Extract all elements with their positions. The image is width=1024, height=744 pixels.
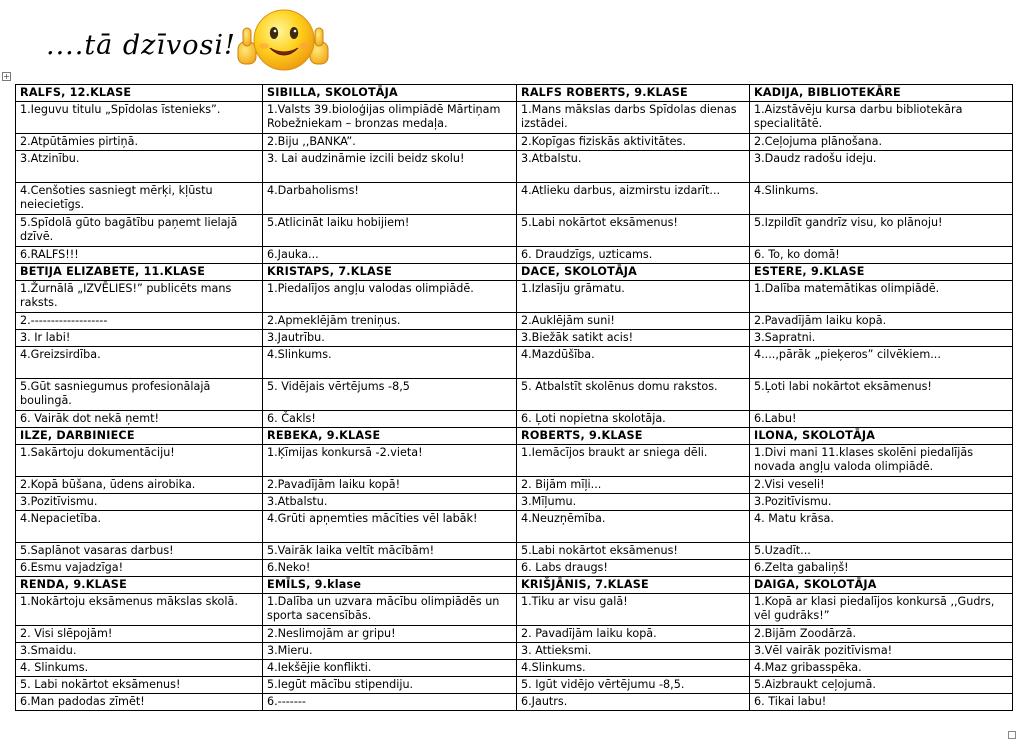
- answer-cell: 4.Slinkums.: [263, 347, 517, 379]
- answer-cell: 5.Saplānot vasaras darbus!: [16, 543, 263, 560]
- answer-cell: 3.Atbalstu.: [517, 151, 750, 183]
- answer-cell: 5. Labi nokārtot eksāmenus!: [16, 677, 263, 694]
- thumbs-up-smiley-icon: [234, 4, 334, 76]
- answer-cell: 4.Grūti apņemties mācīties vēl labāk!: [263, 511, 517, 543]
- answer-cell: 5.Spīdolā gūto bagātību paņemt lielajā dzīvē.: [16, 215, 263, 247]
- person-name-cell: DAIGA, SKOLOTĀJA: [750, 577, 1013, 594]
- answer-row: [16, 281, 1013, 313]
- answer-cell: 3.Pozitīvismu.: [750, 494, 1013, 511]
- answer-cell: 1.Izlasīju grāmatu.: [517, 281, 750, 313]
- answer-row: [16, 313, 1013, 330]
- answer-cell: 2.Pavadījām laiku kopā.: [750, 313, 1013, 330]
- answer-cell: 6.Man padodas zīmēt!: [16, 694, 263, 711]
- answer-cell: 3.Atzinību.: [16, 151, 263, 183]
- person-name-cell: KADIJA, BIBLIOTEKĀRE: [750, 85, 1013, 102]
- answer-cell: 3.Vēl vairāk pozitīvisma!: [750, 643, 1013, 660]
- answer-row: [16, 102, 1013, 134]
- answer-cell: 4.Nepacietība.: [16, 511, 263, 543]
- answer-cell: 3. Attieksmi.: [517, 643, 750, 660]
- answer-cell: 2. Pavadījām laiku kopā.: [517, 626, 750, 643]
- answer-row: [16, 560, 1013, 577]
- answer-cell: 4.Slinkums.: [517, 660, 750, 677]
- answer-cell: 4.Atlieku darbus, aizmirstu izdarīt...: [517, 183, 750, 215]
- answer-cell: 6. Vairāk dot nekā ņemt!: [16, 411, 263, 428]
- answer-cell: 5.Iegūt mācību stipendiju.: [263, 677, 517, 694]
- answer-cell: 2.Pavadījām laiku kopā!: [263, 477, 517, 494]
- answer-cell: 2.Biju ,,BANKA”.: [263, 134, 517, 151]
- answer-cell: 4.Slinkums.: [750, 183, 1013, 215]
- person-name-cell: ILZE, DARBINIECE: [16, 428, 263, 445]
- answer-cell: 1.Tiku ar visu galā!: [517, 594, 750, 626]
- answer-cell: 1.Piedalījos angļu valodas olimpiādē.: [263, 281, 517, 313]
- answer-cell: 4. Matu krāsa.: [750, 511, 1013, 543]
- answer-row: [16, 626, 1013, 643]
- answer-cell: 6.-------: [263, 694, 517, 711]
- answer-cell: 6.Zelta gabaliņš!: [750, 560, 1013, 577]
- answer-cell: 5. Vidējais vērtējums -8,5: [263, 379, 517, 411]
- answer-cell: 1.Dalība matemātikas olimpiādē.: [750, 281, 1013, 313]
- answer-cell: 2.Auklējām suni!: [517, 313, 750, 330]
- answer-cell: 5. Igūt vidējo vērtējumu -8,5.: [517, 677, 750, 694]
- answer-cell: 3.Jautrību.: [263, 330, 517, 347]
- person-name-cell: BETIJA ELIZABETE, 11.KLASE: [16, 264, 263, 281]
- person-name-cell: ESTERE, 9.KLASE: [750, 264, 1013, 281]
- answer-row: [16, 379, 1013, 411]
- answer-cell: 2.Visi veseli!: [750, 477, 1013, 494]
- answer-row: [16, 134, 1013, 151]
- answer-cell: 2.Kopīgas fiziskās aktivitātes.: [517, 134, 750, 151]
- answer-cell: 5.Uzadīt...: [750, 543, 1013, 560]
- answer-cell: 1.Dalība un uzvara mācību olimpiādēs un sporta sacensībās.: [263, 594, 517, 626]
- answer-cell: 3. Ir labi!: [16, 330, 263, 347]
- answer-row: [16, 477, 1013, 494]
- answer-row: [16, 151, 1013, 183]
- person-name-cell: KRIŠJĀNIS, 7.KLASE: [517, 577, 750, 594]
- answer-cell: 1.Nokārtoju eksāmenus mākslas skolā.: [16, 594, 263, 626]
- answer-cell: 3.Daudz radošu ideju.: [750, 151, 1013, 183]
- answer-cell: 1.Kopā ar klasi piedalījos konkursā ,,Gudrs, vēl gudrāks!”: [750, 594, 1013, 626]
- answer-cell: 2.Neslimojām ar gripu!: [263, 626, 517, 643]
- answer-row: [16, 643, 1013, 660]
- answer-cell: 1.Iemācījos braukt ar sniega dēli.: [517, 445, 750, 477]
- answer-cell: 2. Visi slēpojām!: [16, 626, 263, 643]
- answer-cell: 1.Valsts 39.bioloģijas olimpiādē Mārtiņam Robežniekam – bronzas medaļa.: [263, 102, 517, 134]
- answer-cell: 5.Gūt sasniegumus profesionālajā boulingā.: [16, 379, 263, 411]
- answer-row: [16, 215, 1013, 247]
- person-name-cell: RENDA, 9.KLASE: [16, 577, 263, 594]
- answer-cell: 3.Atbalstu.: [263, 494, 517, 511]
- answer-cell: 5.Labi nokārtot eksāmenus!: [517, 543, 750, 560]
- answer-cell: 1.Žurnālā „IZVĒLIES!” publicēts mans raksts.: [16, 281, 263, 313]
- person-name-cell: RALFS ROBERTS, 9.KLASE: [517, 85, 750, 102]
- answer-cell: 5.Aizbraukt ceļojumā.: [750, 677, 1013, 694]
- answer-cell: 3.Sapratni.: [750, 330, 1013, 347]
- answer-cell: 1.Mans mākslas darbs Spīdolas dienas izstādei.: [517, 102, 750, 134]
- answer-cell: 6. Tikai labu!: [750, 694, 1013, 711]
- answer-cell: 3.Smaidu.: [16, 643, 263, 660]
- answer-cell: 4.Cenšoties sasniegt mērķi, kļūstu neiecietīgs.: [16, 183, 263, 215]
- answer-cell: 3. Lai audzināmie izcili beidz skolu!: [263, 151, 517, 183]
- answer-cell: 6. Draudzīgs, uzticams.: [517, 247, 750, 264]
- person-name-cell: RALFS, 12.KLASE: [16, 85, 263, 102]
- answer-row: [16, 183, 1013, 215]
- person-name-cell: EMĪLS, 9.klase: [263, 577, 517, 594]
- answer-row: [16, 494, 1013, 511]
- answer-row: [16, 330, 1013, 347]
- answer-row: [16, 594, 1013, 626]
- answer-cell: 2. Bijām mīļi...: [517, 477, 750, 494]
- person-name-cell: REBEKA, 9.KLASE: [263, 428, 517, 445]
- person-header-row: [16, 428, 1013, 445]
- answer-cell: 1.Sakārtoju dokumentāciju!: [16, 445, 263, 477]
- answer-row: [16, 347, 1013, 379]
- answer-cell: 2.Ceļojuma plānošana.: [750, 134, 1013, 151]
- answer-cell: 3.Pozitīvismu.: [16, 494, 263, 511]
- answer-cell: 4.Neuzņēmība.: [517, 511, 750, 543]
- answer-cell: 6.Neko!: [263, 560, 517, 577]
- answer-row: [16, 445, 1013, 477]
- answer-cell: 3.Mieru.: [263, 643, 517, 660]
- answers-table: [15, 84, 1013, 711]
- answer-row: [16, 247, 1013, 264]
- answer-cell: 5. Atbalstīt skolēnus domu rakstos.: [517, 379, 750, 411]
- answer-cell: 6. To, ko domā!: [750, 247, 1013, 264]
- page-title: ....tā dzīvosi!: [46, 30, 236, 61]
- table-move-handle-icon[interactable]: +: [3, 72, 10, 81]
- person-name-cell: ROBERTS, 9.KLASE: [517, 428, 750, 445]
- answer-cell: 6.Jauka...: [263, 247, 517, 264]
- answer-row: [16, 694, 1013, 711]
- answer-cell: 4.Darbaholisms!: [263, 183, 517, 215]
- answer-cell: 1.Ieguvu titulu „Spīdolas īstenieks”.: [16, 102, 263, 134]
- answer-cell: 6.RALFS!!!: [16, 247, 263, 264]
- answer-cell: 6.Jautrs.: [517, 694, 750, 711]
- person-name-cell: KRISTAPS, 7.KLASE: [263, 264, 517, 281]
- answer-cell: 5.Vairāk laika veltīt mācībām!: [263, 543, 517, 560]
- answer-cell: 2.Bijām Zoodārzā.: [750, 626, 1013, 643]
- person-name-cell: DACE, SKOLOTĀJA: [517, 264, 750, 281]
- answer-cell: 4.Iekšējie konflikti.: [263, 660, 517, 677]
- answer-cell: 2.Atpūtāmies pirtiņā.: [16, 134, 263, 151]
- answer-cell: 5.Izpildīt gandrīz visu, ko plānoju!: [750, 215, 1013, 247]
- answer-row: [16, 677, 1013, 694]
- table-resize-handle-icon[interactable]: [1008, 731, 1016, 739]
- answer-row: [16, 543, 1013, 560]
- person-name-cell: ILONA, SKOLOTĀJA: [750, 428, 1013, 445]
- answer-cell: 2.-------------------: [16, 313, 263, 330]
- answer-cell: 5.Ļoti labi nokārtot eksāmenus!: [750, 379, 1013, 411]
- person-name-cell: SIBILLA, SKOLOTĀJA: [263, 85, 517, 102]
- answer-cell: 1.Divi mani 11.klases skolēni piedalījās novada angļu valoda olimpiādē.: [750, 445, 1013, 477]
- answer-cell: 1.Aizstāvēju kursa darbu bibliotekāra specialitātē.: [750, 102, 1013, 134]
- answer-cell: 5.Labi nokārtot eksāmenus!: [517, 215, 750, 247]
- answer-cell: 4. Slinkums.: [16, 660, 263, 677]
- answer-cell: 2.Kopā būšana, ūdens airobika.: [16, 477, 263, 494]
- answer-row: [16, 511, 1013, 543]
- answer-cell: 6. Čakls!: [263, 411, 517, 428]
- person-header-row: [16, 264, 1013, 281]
- answer-row: [16, 660, 1013, 677]
- answer-cell: 1.Ķīmijas konkursā -2.vieta!: [263, 445, 517, 477]
- answer-cell: 6.Labu!: [750, 411, 1013, 428]
- answer-cell: 6. Labs draugs!: [517, 560, 750, 577]
- answer-cell: 2.Apmeklējām treniņus.: [263, 313, 517, 330]
- person-header-row: [16, 577, 1013, 594]
- answer-cell: 3.Mīļumu.: [517, 494, 750, 511]
- page-header: [0, 0, 1024, 84]
- answer-cell: 6.Esmu vajadzīga!: [16, 560, 263, 577]
- answer-cell: 3.Biežāk satikt acis!: [517, 330, 750, 347]
- answer-cell: 4.Mazdūšība.: [517, 347, 750, 379]
- answer-cell: 4....,pārāk „pieķeros” cilvēkiem...: [750, 347, 1013, 379]
- answer-cell: 4.Maz gribasspēka.: [750, 660, 1013, 677]
- answer-cell: 5.Atlicināt laiku hobijiem!: [263, 215, 517, 247]
- answer-cell: 4.Greizsirdība.: [16, 347, 263, 379]
- person-header-row: [16, 85, 1013, 102]
- answer-row: [16, 411, 1013, 428]
- answer-cell: 6. Ļoti nopietna skolotāja.: [517, 411, 750, 428]
